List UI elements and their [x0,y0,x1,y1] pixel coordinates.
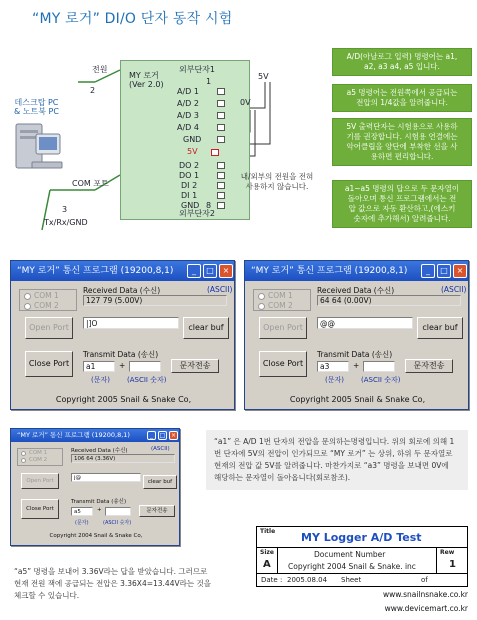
doc-label: Document Number [314,550,386,559]
com2-label: COM 2 [34,301,59,310]
open-port-button[interactable]: Open Port [259,317,307,339]
ascii-value: @@ [317,317,413,329]
ascii-caption: (ASCII 숫자) [103,520,132,526]
dialog-title: “MY 로거” 통신 프로그램 (19200,8,1) [11,429,179,442]
wire-0v-label: 0V [240,98,251,107]
com2-label: COM 2 [268,301,293,310]
pinbox [217,182,225,189]
ascii-value: |]O [83,317,179,329]
transmit-label: Transmit Data (송신) [71,499,127,505]
received-label: Received Data (수신) [317,286,395,295]
com1-label: COM 1 [268,291,293,300]
close-button[interactable]: × [453,264,467,278]
plus-sign: + [97,507,102,513]
green-note-4: a1~a5 명령의 답으로 두 문자열이 돌아오며 통신 프로그램에서는 전 압 값으로 자동 환산하고,(에스키 숫자에 추가해서) 알려줍니다. [332,180,472,228]
received-label: Received Data (수신) [83,286,161,295]
plus-sign: + [119,361,126,370]
received-value: 127 79 (5.00V) [83,295,227,306]
close-port-button[interactable]: Close Port [25,351,73,377]
radio-dot [21,458,26,463]
date-cell [256,573,468,587]
dialog-title: “MY 로거” 통신 프로그램 (19200,8,1) [11,261,234,281]
com2-label: COM 2 [29,457,48,463]
size-value: A [263,559,271,570]
ascii-caption: (ASCII 숫자) [127,376,167,384]
pin-ad3: A/D 3 [177,111,199,120]
date-value: 2005.08.04 [287,576,328,584]
comm-dialog-1 [10,260,235,410]
ascii-label: (ASCII) [151,446,170,452]
pin-ad2: A/D 2 [177,99,199,108]
transmit-ascii-input[interactable] [363,361,395,372]
com-port-label: COM 포트 [72,179,109,188]
copyright: Copyright 2005 Snail & Snake Co, [55,395,192,404]
transmit-char-input[interactable]: a3 [317,361,349,372]
board-name: MY 로거 (Ver 2.0) [129,71,164,89]
transmit-ascii-input[interactable] [129,361,161,372]
rev-label: Rew [440,549,455,556]
rev-value: 1 [449,559,456,570]
com-port-group [19,289,77,311]
maximize-button[interactable]: □ [203,264,217,278]
radio-dot [21,451,26,456]
green-note-3: 5V 출력단자는 시험용으로 사용하 기를 권장합니다. 시험용 연결에는 악어클립을 양단에 부착한 선을 사 용하면 편리합니다. [332,118,472,166]
radio-com2[interactable] [258,301,306,311]
clear-buf-button[interactable]: clear buf [183,317,229,339]
pin-di2: DI 2 [181,181,198,190]
size-cell [256,547,278,574]
send-button[interactable]: 문자전송 [171,359,219,373]
pin-gnd-bottom: GND [181,201,200,210]
comm-dialog-3 [10,428,180,546]
transmit-char-input[interactable]: a1 [83,361,115,372]
maximize-button[interactable]: □ [159,432,166,439]
ascii-caption: (ASCII 숫자) [361,376,401,384]
rev-cell [436,547,468,574]
close-port-button[interactable]: Close Port [259,351,307,377]
date-label: Date : [261,576,283,584]
title-block [256,526,468,588]
received-value: 106 64 (3.36V) [71,454,175,463]
wire-5v-label: 5V [258,72,269,81]
char-caption: (문자) [325,376,344,384]
com-port-group [253,289,311,311]
pin-gnd-top: GND [183,135,202,144]
pinbox [217,162,225,169]
send-button[interactable]: 문자전송 [139,505,175,517]
power-label: 전원 [92,65,108,74]
pinbox [211,149,219,156]
pc-label: 데스크탑 PC & 노트북 PC [14,98,59,116]
close-button[interactable]: × [170,432,177,439]
transmit-char-input[interactable]: a5 [71,507,93,516]
title-cell [256,526,468,548]
url-2[interactable]: www.devicemart.co.kr [384,604,468,613]
com-signal: Tx/Rx/GND [44,218,88,227]
of-label: of [421,576,428,584]
radio-com2[interactable] [21,457,59,464]
doc-value: Copyright 2004 Snail & Snake. inc [288,562,416,571]
logger-board [120,60,250,220]
radio-dot [24,303,31,310]
explanation-left: “a5” 명령을 보내어 3.36V라는 답을 받았습니다. 그러므로 현재 전원 잭에 공급되는 전압은 3.36X4=13.44V라는 것을 체크할 수 있습니다. [6,560,228,608]
ascii-label: (ASCII) [441,285,467,294]
ascii-label: (ASCII) [207,285,233,294]
radio-dot [24,293,31,300]
com1-label: COM 1 [34,291,59,300]
com-number: 3 [62,205,68,214]
send-button[interactable]: 문자전송 [405,359,453,373]
green-note-2: a5 명령어는 전원쪽에서 공급되는 전압의 1/4값을 알려줍니다. [332,84,472,112]
ext-terminal-2: 외부단자2 [179,209,216,218]
pin-5v: 5V [187,147,198,156]
title-value: MY Logger A/D Test [301,531,422,544]
url-1[interactable]: www.snailnsnake.co.kr [383,590,468,599]
pinbox [217,172,225,179]
pinbox [217,202,225,209]
minimize-button[interactable]: _ [187,264,201,278]
char-caption: (문자) [75,520,89,526]
close-port-button[interactable]: Close Port [21,499,59,519]
minimize-button[interactable]: _ [421,264,435,278]
pinbox [217,124,225,131]
minimize-button[interactable]: _ [147,431,156,440]
pin-1: 1 [206,77,212,86]
doc-cell [277,547,437,574]
pinbox [217,192,225,199]
radio-com1[interactable] [258,291,306,301]
pin-di1: DI 1 [181,191,198,200]
page-title: “MY 로거” DI/O 단자 동작 시험 [32,11,233,27]
sheet-label: Sheet [341,576,362,584]
radio-com2[interactable] [24,301,72,311]
maximize-button[interactable]: □ [437,264,451,278]
open-port-button[interactable]: Open Port [21,473,59,489]
char-caption: (문자) [91,376,110,384]
pin-ad4: A/D 4 [177,123,199,132]
copyright: Copyright 2004 Snail & Snake Co, [49,533,143,539]
pin-ad1: A/D 1 [177,87,199,96]
ascii-value: j@ [71,473,141,482]
ext-terminal-1: 외부단자1 [179,65,216,74]
open-port-button[interactable]: Open Port [25,317,73,339]
transmit-label: Transmit Data (송신) [83,350,159,359]
transmit-ascii-input[interactable] [105,507,131,516]
dialog-title: “MY 로거” 통신 프로그램 (19200,8,1) [245,261,468,281]
transmit-label: Transmit Data (송신) [317,350,393,359]
close-button[interactable]: × [219,264,233,278]
size-label: Size [260,549,274,556]
green-note-1: A/D(아날로그 입력) 명령어는 a1, a2, a3 a4, a5 입니다. [332,48,472,76]
pinbox [217,136,225,143]
pinbox [217,100,225,107]
radio-dot [258,303,265,310]
power-note: 내/외부의 전원을 전혀 사용하지 않습니다. [240,172,314,191]
plus-sign: + [353,361,360,370]
clear-buf-button[interactable]: clear buf [143,475,177,489]
power-number: 2 [90,86,96,95]
pc-icon [12,118,64,174]
pinbox [217,112,225,119]
pin-do2: DO 2 [179,161,200,170]
comm-dialog-2 [244,260,469,410]
received-value: 64 64 (0.00V) [317,295,461,306]
radio-dot [258,293,265,300]
com1-label: COM 1 [29,450,48,456]
clear-buf-button[interactable]: clear buf [417,317,463,339]
pinbox [217,88,225,95]
pin-do1: DO 1 [179,171,200,180]
com-port-group [17,448,63,466]
pin-8: 8 [206,201,212,210]
explanation-right: “a1” 은 A/D 1번 단자의 전압을 문의하는명령입니다. 위의 회로에 의해 1 번 단자에 5V의 전압이 인가되므로 “MY 로거” 는 상위, 하위 두 문자열로 현재의 전압 값 5V를 알려줍니다. 마찬가지로 “a3” 명령을 보내면 0V에 해당하는 문자열이 돌아옵니다(회로참조). [206,430,468,490]
copyright: Copyright 2005 Snail & Snake Co, [289,395,426,404]
received-label: Received Data (수신) [71,448,128,454]
title-label: Title [260,528,276,535]
radio-com1[interactable] [24,291,72,301]
radio-com1[interactable] [21,450,59,457]
